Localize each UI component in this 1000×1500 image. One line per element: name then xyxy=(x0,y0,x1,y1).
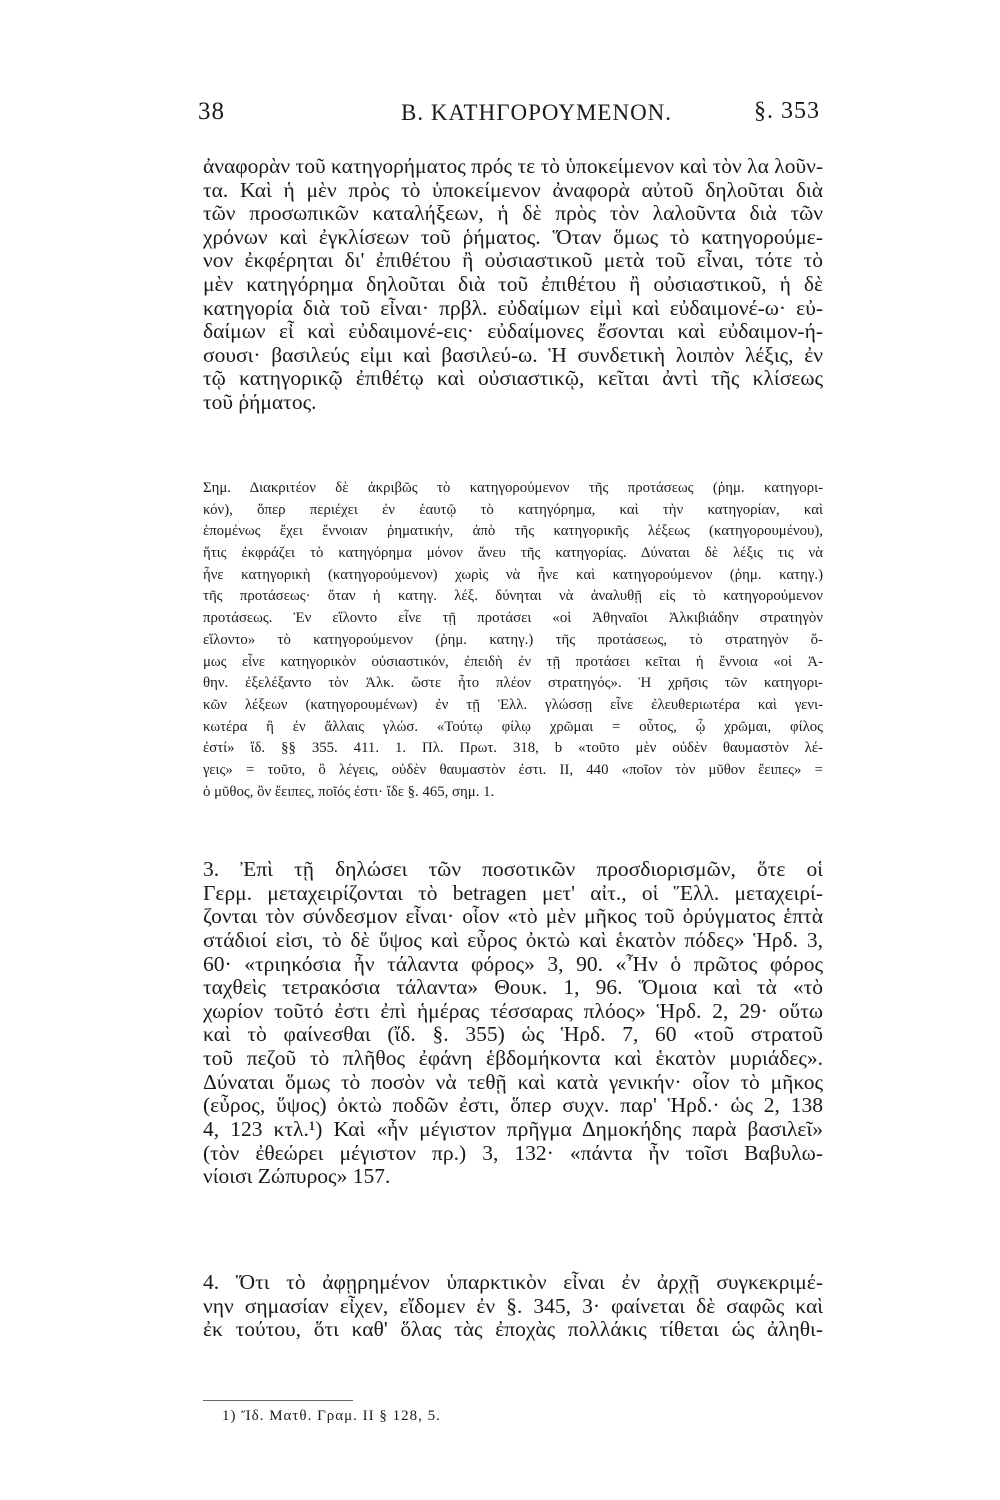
text-line: Γερμ. μεταχειρίζονται τὸ betragen μετ' αἰτ., οἱ Ἕλλ. μεταχειρί- xyxy=(203,881,823,905)
note-line: κῶν λέξεων (κατηγορουμένων) ἐν τῇ Ἑλλ. γλώσσῃ εἶνε ἐλευθεριωτέρα καὶ γενι- xyxy=(203,696,823,713)
text-line: ἀναφορὰν τοῦ κατηγορήματος πρός τε τὸ ὑποκείμενον καὶ τὸν λα λοῦν- xyxy=(203,155,823,178)
paragraph-3 xyxy=(203,858,823,1189)
note-line: κόν), ὅπερ περιέχει ἐν ἑαυτῷ τὸ κατηγόρημα, καὶ τὴν κατηγορίαν, καὶ xyxy=(203,501,823,518)
text-line: νον ἐκφέρηται δι' ἐπιθέτου ἢ οὐσιαστικοῦ μετὰ τοῦ εἶναι, τότε τὸ xyxy=(203,249,823,273)
running-header xyxy=(196,98,826,134)
text-line: 4, 123 κτλ.¹) Καὶ «ἦν μέγιστον πρῆγμα Δημοκήδης παρὰ βασιλεῖ» xyxy=(203,1118,823,1142)
text-line: ζονται τὸν σύνδεσμον εἶναι· οἷον «τὸ μὲν μῆκος τοῦ ὀρύγματος ἑπτὰ xyxy=(203,905,823,929)
note-line: ὁ μῦθος, ὃν ἔειπες, ποῖός ἐστι· ἴδε §. 465, σημ. 1. xyxy=(203,783,495,800)
text-line: σουσι· βασιλεύς εἰμι καὶ βασιλεύ-ω. Ἡ συνδετικὴ λοιπὸν λέξις, ἐν xyxy=(203,343,823,367)
text-line: (εὖρος, ὕψος) ὀκτὼ ποδῶν ἐστι, ὅπερ συχν. παρ' Ἡρδ.· ὡς 2, 138 xyxy=(203,1094,823,1118)
text-line: 4. Ὅτι τὸ ἀφῃρημένον ὑπαρκτικὸν εἶναι ἐν ἀρχῇ συγκεκριμέ- xyxy=(203,1271,823,1294)
text-line: νίοισι Ζώπυρος» 157. xyxy=(203,1165,391,1189)
note-line: ἑπομένως ἔχει ἔννοιαν ῥηματικήν, ἀπὸ τῆς κατηγορικῆς λέξεως (κατηγορουμένου), xyxy=(203,523,823,540)
text-line: στάδιοί εἰσι, τὸ δὲ ὕψος καὶ εὖρος ὀκτὼ καὶ ἑκατὸν πόδες» Ἡρδ. 3, xyxy=(203,928,823,952)
note-line: κωτέρα ἢ ἐν ἄλλαις γλώσ. «Τούτῳ φίλῳ χρῶμαι = οὗτος, ᾧ χρῶμαι, φίλος xyxy=(203,718,823,735)
note-line: Σημ. Διακριτέον δὲ ἀκριβῶς τὸ κατηγορούμενον τῆς προτάσεως (ῥημ. κατηγορι- xyxy=(203,480,823,496)
text-line: τα. Καὶ ἡ μὲν πρὸς τὸ ὑποκείμενον ἀναφορὰ αὐτοῦ δηλοῦται διὰ xyxy=(203,178,823,202)
note-line: ἦνε κατηγορικὴ (κατηγορούμενον) χωρὶς νὰ ἦνε καὶ κατηγορούμενον (ῥημ. κατηγ.) xyxy=(203,566,823,583)
text-line: χρόνων καὶ ἐγκλίσεων τοῦ ῥήματος. Ὅταν ὅμως τὸ κατηγορούμε- xyxy=(203,225,823,249)
note-line: προτάσεως. Ἐν εἵλοντο εἶνε τῇ προτάσει «οἱ Ἀθηναῖοι Ἀλκιβιάδην στρατηγὸν xyxy=(203,610,823,627)
text-line: νην σημασίαν εἶχεν, εἴδομεν ἐν §. 345, 3· φαίνεται δὲ σαφῶς καὶ xyxy=(203,1294,823,1318)
text-line: καὶ τὸ φαίνεσθαι (ἴδ. §. 355) ὡς Ἡρδ. 7, 60 «τοῦ στρατοῦ xyxy=(203,1023,823,1047)
text-line: Δύναται ὅμως τὸ ποσὸν νὰ τεθῇ καὶ κατὰ γενικήν· οἷον τὸ μῆκος xyxy=(203,1070,823,1094)
section-number: §. 353 xyxy=(754,98,820,124)
page-number: 38 xyxy=(198,98,225,125)
text-line: μὲν κατηγόρημα δηλοῦται διὰ τοῦ ἐπιθέτου ἢ οὐσιαστικοῦ, ἡ δὲ xyxy=(203,272,823,296)
footnote: 1) Ἴδ. Ματθ. Γραμ. ΙΙ § 128, 5. xyxy=(222,1408,441,1424)
text-line: δαίμων εἶ καὶ εὐδαιμονέ-εις· εὐδαίμονες ἔσονται καὶ εὐδαιμον-ή- xyxy=(203,320,823,344)
paragraph-1 xyxy=(203,155,823,415)
note-line: ἥτις ἐκφράζει τὸ κατηγόρημα μόνον ἄνευ τῆς κατηγορίας. Δύναται δὲ λέξις τις νὰ xyxy=(203,545,823,562)
text-line: τῷ κατηγορικῷ ἐπιθέτῳ καὶ οὐσιαστικῷ, κεῖται ἀντὶ τῆς κλίσεως xyxy=(203,367,823,391)
text-line: τῶν προσωπικῶν καταλήξεων, ἡ δὲ πρὸς τὸν λαλοῦντα διὰ τῶν xyxy=(203,202,823,226)
chapter-title: Β. ΚΑΤΗΓΟΡΟΥΜΕΝΟΝ. xyxy=(401,100,673,125)
note-line: θην. ἐξελέξαντο τὸν Ἀλκ. ὥστε ἦτο πλέον στρατηγός». Ἡ χρῆσις τῶν κατηγορι- xyxy=(203,675,823,692)
text-line: ταχθεὶς τετρακόσια τάλαντα» Θουκ. 1, 96. Ὅμοια καὶ τὰ «τὸ xyxy=(203,976,823,1000)
note-line: ἐστί» ἴδ. §§ 355. 411. 1. Πλ. Πρωτ. 318, b «τοῦτο μὲν οὐδὲν θαυμαστὸν λέ- xyxy=(203,740,823,757)
note-line: γεις» = τοῦτο, ὃ λέγεις, οὐδὲν θαυμαστὸν ἐστι. ΙΙ, 440 «ποῖον τὸν μῦθον ἔειπες» = xyxy=(203,761,823,778)
footnote-divider xyxy=(203,1400,353,1401)
text-line: ἐκ τούτου, ὅτι καθ' ὅλας τὰς ἐποχὰς πολλάκις τίθεται ὡς ἀληθι- xyxy=(203,1318,823,1342)
note-block xyxy=(203,478,823,803)
note-line: τῆς προτάσεως· ὅταν ἡ κατηγ. λέξ. δύνηται νὰ ἀναλυθῇ εἰς τὸ κατηγορούμενον xyxy=(203,588,823,605)
text-line: κατηγορία διὰ τοῦ εἶναι· πρβλ. εὐδαίμων εἰμὶ καὶ εὐδαιμονέ-ω· εὐ- xyxy=(203,296,823,320)
text-line: 60· «τριηκόσια ἦν τάλαντα φόρος» 3, 90. «Ἦν ὁ πρῶτος φόρος xyxy=(203,952,823,976)
note-line: μως εἶνε κατηγορικὸν οὐσιαστικόν, ἐπειδὴ ἐν τῇ προτάσει κεῖται ἡ ἔννοια «οἱ Ἀ- xyxy=(203,653,823,670)
text-line: τοῦ ῥήματος. xyxy=(203,390,317,414)
text-line: τοῦ πεζοῦ τὸ πλῆθος ἐφάνη ἑβδομήκοντα καὶ ἑκατὸν μυριάδες». xyxy=(203,1047,823,1071)
text-line: 3. Ἐπὶ τῇ δηλώσει τῶν ποσοτικῶν προσδιορισμῶν, ὅτε οἱ xyxy=(203,858,823,881)
text-line: (τὸν ἐθεώρει μέγιστον πρ.) 3, 132· «πάντα ἦν τοῖσι Βαβυλω- xyxy=(203,1141,823,1165)
note-line: εἵλοντο» τὸ κατηγορούμενον (ῥημ. κατηγ.) τῆς προτάσεως, τὸ στρατηγὸν ὅ- xyxy=(203,631,823,648)
paragraph-4 xyxy=(203,1271,823,1342)
text-line: χωρίον τοῦτό ἐστι ἐπὶ ἡμέρας τέσσαρας πλόος» Ἡρδ. 2, 29· οὕτω xyxy=(203,999,823,1023)
